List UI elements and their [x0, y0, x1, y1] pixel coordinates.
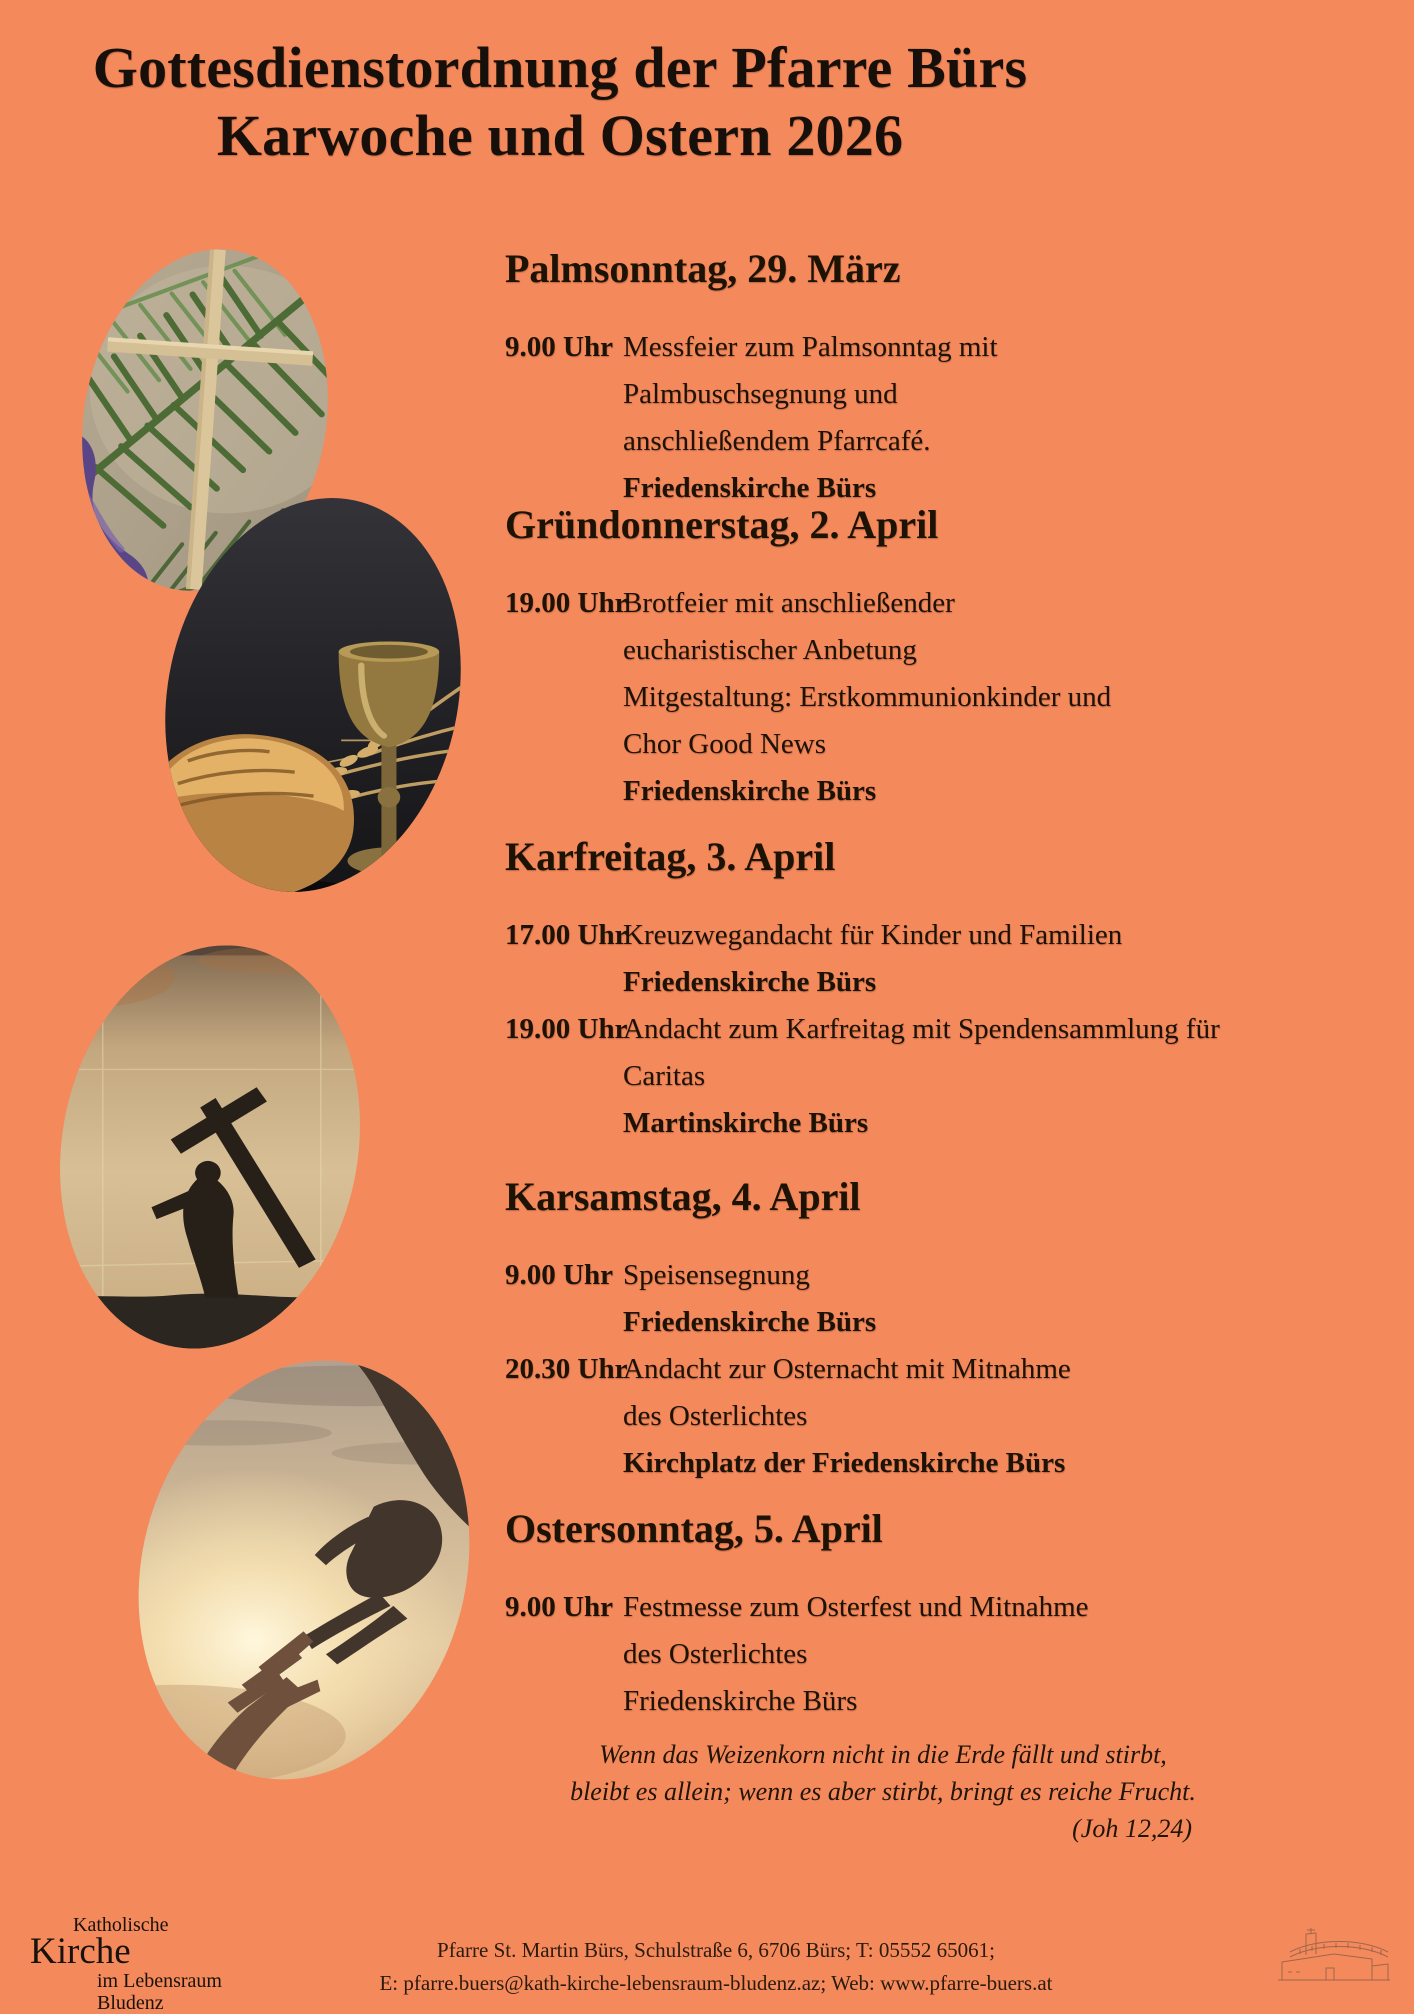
event-line: Palmbuschsegnung und	[623, 378, 898, 410]
service-day-section	[505, 1504, 1385, 1725]
reaching-hands-photo-art	[96, 1325, 513, 1815]
event-line: Festmesse zum Osterfest und Mitnahme	[623, 1591, 1089, 1623]
event-line: Speisensegnung	[623, 1259, 810, 1291]
event-lines	[623, 324, 1385, 512]
event-time: 19.00 Uhr	[505, 1013, 628, 1045]
carrying-cross-photo	[29, 921, 391, 1372]
event-line: Friedenskirche Bürs	[623, 1685, 858, 1717]
event-line: Friedenskirche Bürs	[623, 1306, 877, 1338]
poster-title	[0, 34, 1120, 170]
section-heading: Karsamstag, 4. April	[505, 1174, 861, 1219]
service-event	[505, 1006, 1385, 1147]
service-event	[505, 912, 1385, 1006]
church-logo	[30, 1914, 280, 2014]
event-line: Messfeier zum Palmsonntag mit	[623, 331, 998, 363]
section-heading: Karfreitag, 3. April	[505, 834, 836, 879]
event-line: Chor Good News	[623, 728, 826, 760]
service-event	[505, 1346, 1385, 1487]
event-line: Friedenskirche Bürs	[623, 775, 877, 807]
event-line: des Osterlichtes	[623, 1638, 808, 1670]
event-time: 17.00 Uhr	[505, 919, 628, 951]
parish-contact-line2: E: pfarre.buers@kath-kirche-lebensraum-bludenz.az; Web: www.pfarre-buers.at	[379, 1971, 1053, 1995]
event-line: Brotfeier mit anschließender	[623, 587, 955, 619]
section-heading: Palmsonntag, 29. März	[505, 246, 901, 291]
service-event	[505, 1252, 1385, 1346]
event-line: Mitgestaltung: Erstkommunionkinder und	[623, 681, 1112, 713]
event-line: Kirchplatz der Friedenskirche Bürs	[623, 1447, 1066, 1479]
event-lines	[623, 912, 1385, 1006]
parish-contact-line1: Pfarre St. Martin Bürs, Schulstraße 6, 6706 Bürs; T: 05552 65061;	[437, 1938, 995, 1962]
church-logo-line2: Kirche	[30, 1931, 131, 1972]
church-line-art-icon	[1276, 1928, 1394, 1986]
event-line: Andacht zum Karfreitag mit Spendensammlung für	[623, 1013, 1220, 1045]
bible-quote-attribution: (Joh 12,24)	[1072, 1814, 1192, 1843]
reaching-hands-photo	[96, 1325, 513, 1815]
event-line: Martinskirche Bürs	[623, 1107, 869, 1139]
poster-title-line1: Gottesdienstordnung der Pfarre Bürs	[92, 35, 1028, 100]
event-lines	[623, 1252, 1385, 1346]
event-lines	[623, 1584, 1385, 1725]
event-line: Kreuzwegandacht für Kinder und Familien	[623, 919, 1123, 951]
event-time: 19.00 Uhr	[505, 587, 628, 619]
service-event	[505, 324, 1385, 512]
event-line: anschließendem Pfarrcafé.	[623, 425, 931, 457]
event-lines	[623, 580, 1385, 815]
event-line: Friedenskirche Bürs	[623, 966, 877, 998]
event-line: Caritas	[623, 1060, 706, 1092]
service-day-section	[505, 1172, 1385, 1487]
section-heading: Gründonnerstag, 2. April	[505, 502, 939, 547]
event-time: 20.30 Uhr	[505, 1353, 628, 1385]
event-time: 9.00 Uhr	[505, 1591, 613, 1623]
bible-quote	[558, 1736, 1208, 1847]
service-day-section	[505, 244, 1385, 512]
service-event	[505, 1584, 1385, 1725]
event-line: des Osterlichtes	[623, 1400, 808, 1432]
event-line: Friedenskirche Bürs	[623, 472, 877, 504]
event-line: eucharistischer Anbetung	[623, 634, 917, 666]
service-event	[505, 580, 1385, 815]
event-time: 9.00 Uhr	[505, 331, 613, 363]
service-day-section	[505, 500, 1385, 815]
section-heading: Ostersonntag, 5. April	[505, 1506, 883, 1551]
event-lines	[623, 1346, 1385, 1487]
parish-contact	[363, 1934, 1069, 2000]
event-time: 9.00 Uhr	[505, 1259, 613, 1291]
event-lines	[623, 1006, 1385, 1147]
bible-quote-line1: Wenn das Weizenkorn nicht in die Erde fällt und stirbt,	[599, 1740, 1167, 1769]
event-line: Andacht zur Osternacht mit Mitnahme	[623, 1353, 1071, 1385]
bible-quote-line2: bleibt es allein; wenn es aber stirbt, bringt es reiche Frucht.	[570, 1777, 1196, 1806]
carrying-cross-photo-art	[29, 921, 391, 1372]
church-logo-line1: Katholische	[73, 1914, 169, 1936]
service-day-section	[505, 832, 1385, 1147]
poster-title-line2: Karwoche und Ostern 2026	[216, 103, 904, 168]
church-logo-line3: im Lebensraum Bludenz	[97, 1970, 222, 2014]
